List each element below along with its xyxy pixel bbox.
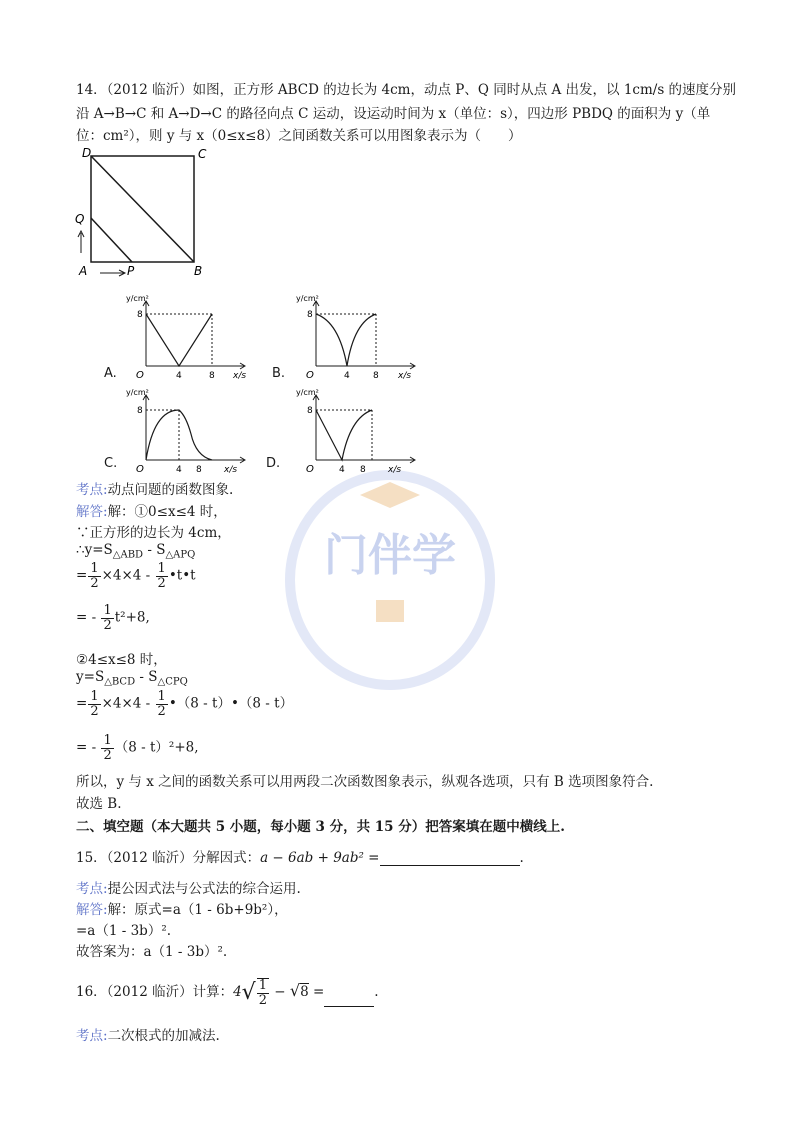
svg-text:4: 4 xyxy=(344,371,350,381)
svg-text:4: 4 xyxy=(339,465,345,475)
svg-text:y/cm²: y/cm² xyxy=(296,388,319,397)
q15-kaodian: 考点:提公因式法与公式法的综合运用. xyxy=(76,881,301,897)
sol-line-3: $\therefore y=S_{\triangle ABD} - S_{\triangle APQ}$ xyxy=(76,542,196,561)
label-C: C xyxy=(198,147,207,161)
sol-line-10: 所以，y 与 x 之间的函数关系可以用两段二次函数图象表示，纵观各选项，只有 B 选项图象符合. xyxy=(76,774,654,790)
svg-text:O: O xyxy=(136,464,144,475)
svg-text:8: 8 xyxy=(307,406,313,416)
sol-line-7: $y=S_{\triangle BCD} - S_{\triangle CPQ}$ xyxy=(76,669,188,688)
q14-jieda xyxy=(76,500,227,520)
svg-text:y/cm²: y/cm² xyxy=(296,294,319,303)
sol-line-5: = - $\frac{1}{2}$ t²+8, xyxy=(76,603,150,633)
q16-line: 16．（2012 临沂）计算：4√ $\frac{1}{2}$ − √8 = . xyxy=(76,978,379,1008)
svg-text:x/s: x/s xyxy=(388,465,402,475)
svg-text:x/s: x/s xyxy=(233,371,247,381)
svg-text:8: 8 xyxy=(137,310,143,320)
svg-text:8: 8 xyxy=(373,371,379,381)
sol-line-4: = $\frac{1}{2}$ ×4×4 - $\frac{1}{2}$ •t•t xyxy=(76,561,196,591)
option-A-letter[interactable]: A. xyxy=(104,366,117,381)
q14-line2: 沿 A→B→C 和 A→D→C 的路径向点 C 运动，设运动时间为 x（单位：s），四边形 PBDQ 的面积为 y（单 xyxy=(76,106,711,122)
label-P: P xyxy=(127,264,135,278)
option-C-letter[interactable]: C. xyxy=(104,456,118,471)
sol-line-2: ∵正方形的边长为 4cm， xyxy=(76,525,231,541)
q14-kaodian xyxy=(76,478,233,498)
option-C-graph[interactable] xyxy=(124,386,254,480)
sol-line-1: 解：①0≤x≤4 时， xyxy=(107,504,227,520)
sqrt-symbol: √ xyxy=(241,980,256,1006)
watermark xyxy=(280,460,500,690)
svg-text:8: 8 xyxy=(307,310,313,320)
sol-line-11: 故选 B. xyxy=(76,796,122,812)
square-figure xyxy=(74,143,224,282)
option-A-graph[interactable] xyxy=(124,292,254,386)
option-D-letter[interactable]: D. xyxy=(266,456,281,471)
watermark-text: 门伴学 xyxy=(324,530,456,581)
svg-text:y/cm²: y/cm² xyxy=(126,294,149,303)
q16-kaodian: 考点:二次根式的加减法. xyxy=(76,1028,220,1044)
q14-line3: 位：cm²），则 y 与 x（0≤x≤8）之间函数关系可以用图象表示为（ ） xyxy=(76,128,522,144)
svg-text:8: 8 xyxy=(196,465,202,475)
kaodian-label: 考点: xyxy=(76,482,108,498)
label-B: B xyxy=(194,264,203,278)
q15-jieda: 解答:解：原式=a（1 - 6b+9b²）， xyxy=(76,902,288,918)
q16-answer-blank[interactable] xyxy=(324,992,374,1007)
svg-text:x/s: x/s xyxy=(224,465,238,475)
svg-text:O: O xyxy=(306,370,314,381)
option-D-graph[interactable] xyxy=(294,386,424,480)
section-2-heading: 二、填空题（本大题共 5 小题，每小题 3 分，共 15 分）把答案填在题中横线上. xyxy=(76,819,565,835)
option-B-letter[interactable]: B. xyxy=(272,366,286,381)
svg-text:4: 4 xyxy=(176,371,182,381)
svg-text:8: 8 xyxy=(137,406,143,416)
jieda-label: 解答: xyxy=(76,504,108,520)
svg-text:4: 4 xyxy=(176,465,182,475)
sol-line-9: = - $\frac{1}{2}$ （8 - t）²+8, xyxy=(76,733,199,763)
q15-sol-2: =a（1 - 3b）². xyxy=(76,923,172,939)
svg-text:8: 8 xyxy=(360,465,366,475)
q14-line1: 14．（2012 临沂）如图，正方形 ABCD 的边长为 4cm，动点 P、Q 同时从点 A 出发，以 1cm/s 的速度分别 xyxy=(76,82,737,98)
sol-line-8: = $\frac{1}{2}$ ×4×4 - $\frac{1}{2}$ •（8 - t）•（8 - t） xyxy=(76,689,294,719)
label-A: A xyxy=(79,264,88,278)
svg-text:y/cm²: y/cm² xyxy=(126,388,149,397)
svg-text:x/s: x/s xyxy=(398,371,412,381)
label-Q: Q xyxy=(75,212,85,226)
kaodian-text: 动点问题的函数图象. xyxy=(107,482,234,498)
sol-line-6: ②4≤x≤8 时， xyxy=(76,652,167,668)
svg-text:O: O xyxy=(306,464,314,475)
q15-answer-blank[interactable] xyxy=(380,851,520,866)
q15-sol-3: 故答案为：a（1 - 3b）². xyxy=(76,944,228,960)
option-B-graph[interactable] xyxy=(294,292,424,386)
label-D: D xyxy=(82,146,92,160)
svg-text:O: O xyxy=(136,370,144,381)
q15-line: 15．（2012 临沂）分解因式：a − 6ab + 9ab² = . xyxy=(76,850,524,866)
svg-text:8: 8 xyxy=(209,371,215,381)
